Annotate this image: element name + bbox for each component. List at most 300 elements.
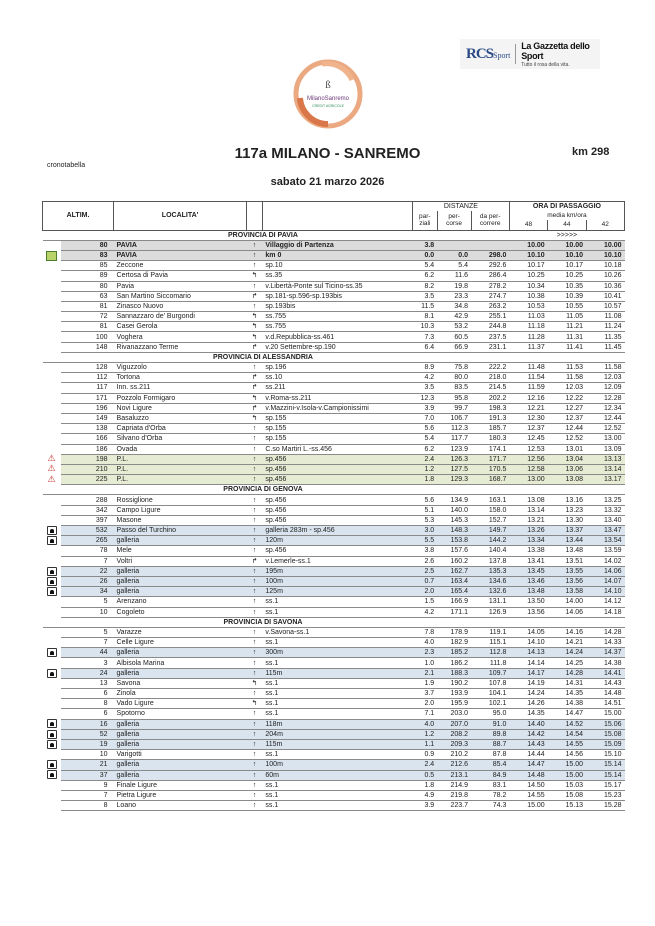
time-42kmh: 10.18 [586,261,624,271]
time-42kmh: 14.41 [586,668,624,678]
locality: Pietra Ligure [114,790,247,800]
table-row [43,505,625,515]
province-spacer [43,230,114,240]
time-44kmh: 10.25 [548,271,586,281]
direction-arrow-icon: ↑ [247,505,263,515]
row-icon-cell [43,607,61,617]
table-row [43,271,625,281]
direction-arrow-icon: ↑ [247,536,263,546]
direction-arrow-icon: ↑ [247,566,263,576]
time-48kmh: 14.35 [509,709,547,719]
row-icon-cell [43,526,61,536]
direction-arrow-icon: ↱ [247,373,263,383]
distance-remaining: 137.8 [471,556,509,566]
road: km 0 [262,250,412,260]
distance-remaining: 149.7 [471,526,509,536]
direction-arrow-icon: ↑ [247,301,263,311]
table-row [43,342,625,352]
direction-arrow-icon: ↱ [247,556,263,566]
distance-covered: 123.9 [437,444,471,454]
time-42kmh: 13.59 [586,546,624,556]
distance-covered: 95.8 [437,393,471,403]
direction-arrow-icon: ↱ [247,342,263,352]
direction-arrow-icon: ↑ [247,648,263,658]
time-42kmh: 10.26 [586,271,624,281]
row-icon-cell [43,393,61,403]
altitude: 186 [61,444,114,454]
altitude: 342 [61,505,114,515]
row-icon-cell [43,454,61,464]
header-avg-speed: media km/ora [509,211,624,220]
locality: Varigotti [114,750,247,760]
direction-arrow-icon: ↑ [247,689,263,699]
distance-covered: 75.8 [437,363,471,373]
time-42kmh: 10.10 [586,250,624,260]
distance-partial: 2.5 [412,566,437,576]
time-48kmh: 12.21 [509,403,547,413]
locality: Mele [114,546,247,556]
locality: Silvano d'Orba [114,434,247,444]
road: Villaggio di Partenza [262,240,412,250]
distance-partial: 3.7 [412,689,437,699]
road: sp.155 [262,424,412,434]
time-42kmh: 12.44 [586,413,624,423]
distance-covered: 112.3 [437,424,471,434]
time-44kmh: 13.16 [548,495,586,505]
time-42kmh: 12.34 [586,403,624,413]
table-row [43,699,625,709]
race-logo [292,58,364,130]
province-name: PROVINCIA DI GENOVA [114,485,413,495]
time-44kmh: 14.38 [548,699,586,709]
table-row [43,261,625,271]
direction-arrow-icon: ↑ [247,597,263,607]
distance-covered: 193.9 [437,689,471,699]
table-row [43,658,625,668]
distance-covered: 223.7 [437,801,471,811]
province-spacer [43,617,114,627]
distance-remaining: 83.1 [471,780,509,790]
altitude: 128 [61,363,114,373]
time-48kmh: 14.50 [509,780,547,790]
time-44kmh: 11.58 [548,373,586,383]
distance-covered: 129.3 [437,475,471,485]
direction-arrow-icon: ↱ [247,291,263,301]
direction-arrow-icon: ↑ [247,780,263,790]
tunnel-icon [47,577,57,586]
time-44kmh: 11.05 [548,312,586,322]
table-row [43,587,625,597]
road: 115m [262,739,412,749]
distance-partial: 5.3 [412,515,437,525]
distance-remaining: 163.1 [471,495,509,505]
altitude: 19 [61,739,114,749]
distance-partial: 8.2 [412,281,437,291]
distance-covered: 134.9 [437,495,471,505]
distance-covered: 80.0 [437,373,471,383]
row-icon-cell [43,281,61,291]
distance-partial: 6.2 [412,444,437,454]
direction-arrow-icon: ↑ [247,719,263,729]
race-title: 117a MILANO - SANREMO [234,145,421,162]
distance-remaining: 88.7 [471,739,509,749]
distance-remaining: 185.7 [471,424,509,434]
direction-arrow-icon: ↑ [247,475,263,485]
altitude: 5 [61,627,114,637]
time-48kmh: 14.40 [509,719,547,729]
row-icon-cell [43,770,61,780]
time-48kmh: 10.38 [509,291,547,301]
time-42kmh: 14.43 [586,678,624,688]
altitude: 148 [61,342,114,352]
distance-partial: 7.8 [412,627,437,637]
road: sp.456 [262,546,412,556]
altitude: 37 [61,770,114,780]
time-42kmh: 13.13 [586,454,624,464]
distance-partial: 7.1 [412,709,437,719]
locality: Zeccone [114,261,247,271]
row-icon-cell [43,363,61,373]
distance-partial: 3.5 [412,383,437,393]
distance-covered: 182.9 [437,638,471,648]
time-42kmh: 15.00 [586,709,624,719]
road: 60m [262,770,412,780]
road: ss.1 [262,699,412,709]
time-44kmh: 14.47 [548,709,586,719]
road: ss.1 [262,607,412,617]
time-48kmh: 12.16 [509,393,547,403]
time-48kmh: 13.00 [509,475,547,485]
logo-separator [515,44,516,64]
race-date: sabato 21 marzo 2026 [270,176,385,188]
table-row [43,760,625,770]
distance-remaining: 152.7 [471,515,509,525]
direction-arrow-icon: ↑ [247,240,263,250]
road: galleria 283m - sp.456 [262,526,412,536]
road: v.Lemerle-ss.1 [262,556,412,566]
altitude: 397 [61,515,114,525]
distance-partial: 8.9 [412,363,437,373]
province-spacer [43,485,114,495]
time-48kmh: 14.43 [509,739,547,749]
table-row [43,434,625,444]
altitude: 21 [61,760,114,770]
time-44kmh: 14.28 [548,668,586,678]
time-42kmh: 10.41 [586,291,624,301]
distance-partial: 1.0 [412,658,437,668]
direction-arrow-icon: ↑ [247,250,263,260]
time-44kmh: 13.04 [548,454,586,464]
direction-arrow-icon: ↰ [247,678,263,688]
distance-covered: 208.2 [437,729,471,739]
table-row [43,464,625,474]
distance-remaining: 218.0 [471,373,509,383]
locality: Pozzolo Formigaro [114,393,247,403]
province-name: PROVINCIA DI SAVONA [114,617,413,627]
distance-remaining: 171.7 [471,454,509,464]
distance-partial: 4.2 [412,373,437,383]
road: ss.1 [262,597,412,607]
distance-covered: 207.0 [437,719,471,729]
level-crossing-warning-icon: ⚠ [47,454,56,464]
province-row [43,352,625,362]
time-48kmh: 14.26 [509,699,547,709]
province-row [43,230,625,240]
header-direction [247,202,263,231]
time-48kmh: 14.47 [509,760,547,770]
time-48kmh: 13.21 [509,515,547,525]
table-row [43,627,625,637]
locality: Campo Ligure [114,505,247,515]
direction-arrow-icon: ↑ [247,801,263,811]
time-44kmh: 12.03 [548,383,586,393]
row-icon-cell [43,587,61,597]
direction-arrow-icon: ↑ [247,587,263,597]
row-icon-cell [43,261,61,271]
row-icon-cell [43,546,61,556]
time-48kmh: 10.10 [509,250,547,260]
header-passage: ORA DI PASSAGGIO [509,202,624,212]
header-remaining: da per- correre [471,211,509,230]
time-42kmh: 15.10 [586,750,624,760]
time-44kmh: 13.30 [548,515,586,525]
road: ss.1 [262,709,412,719]
row-icon-cell [43,597,61,607]
distance-partial: 0.5 [412,770,437,780]
road: ss.211 [262,383,412,393]
road: ss.1 [262,780,412,790]
distance-covered: 178.9 [437,627,471,637]
altitude: 78 [61,546,114,556]
distance-covered: 186.2 [437,658,471,668]
distance-covered: 34.8 [437,301,471,311]
distance-covered: 162.7 [437,566,471,576]
distance-covered: 195.9 [437,699,471,709]
tunnel-icon [47,536,57,545]
distance-partial: 5.4 [412,261,437,271]
time-42kmh: 14.06 [586,566,624,576]
table-row [43,454,625,464]
locality: Novi Ligure [114,403,247,413]
road: sp.155 [262,413,412,423]
row-icon-cell [43,505,61,515]
time-48kmh: 14.14 [509,658,547,668]
locality: Finale Ligure [114,780,247,790]
time-42kmh: 12.52 [586,424,624,434]
gazzetta-tag-text: Tutto il rosa della vita. [521,61,570,68]
altitude: 7 [61,790,114,800]
distance-covered: 209.3 [437,739,471,749]
altitude: 13 [61,678,114,688]
time-48kmh: 13.38 [509,546,547,556]
province-spacer [412,352,509,362]
row-icon-cell [43,301,61,311]
time-42kmh: 10.36 [586,281,624,291]
row-icon-cell [43,699,61,709]
time-48kmh: 11.54 [509,373,547,383]
altitude: 288 [61,495,114,505]
time-48kmh: 12.56 [509,454,547,464]
gazzetta-logo [521,41,600,68]
time-44kmh: 13.01 [548,444,586,454]
time-44kmh: 15.13 [548,801,586,811]
time-42kmh: 13.09 [586,444,624,454]
time-44kmh: 10.00 [548,240,586,250]
road: sp.456 [262,475,412,485]
table-row [43,739,625,749]
time-44kmh: 14.31 [548,678,586,688]
table-row [43,322,625,332]
altitude: 6 [61,709,114,719]
time-48kmh: 10.25 [509,271,547,281]
province-arrows: >>>>> [509,230,624,240]
time-42kmh: 11.58 [586,363,624,373]
direction-arrow-icon: ↑ [247,281,263,291]
locality: galleria [114,566,247,576]
rcs-sub-text: Sport [493,50,511,60]
time-48kmh: 13.56 [509,607,547,617]
distance-partial: 11.5 [412,301,437,311]
time-44kmh: 14.25 [548,658,586,668]
time-42kmh: 14.38 [586,658,624,668]
time-48kmh: 13.41 [509,556,547,566]
table-row [43,312,625,322]
time-44kmh: 15.00 [548,760,586,770]
distance-remaining: 244.8 [471,322,509,332]
tunnel-icon [47,760,57,769]
distance-covered: 11.6 [437,271,471,281]
time-42kmh: 15.28 [586,801,624,811]
time-44kmh: 12.22 [548,393,586,403]
altitude: 80 [61,240,114,250]
distance-partial: 0.0 [412,250,437,260]
table-row [43,801,625,811]
time-48kmh: 10.17 [509,261,547,271]
time-48kmh: 14.24 [509,689,547,699]
time-42kmh: 15.09 [586,739,624,749]
time-44kmh: 13.44 [548,536,586,546]
time-48kmh: 14.10 [509,638,547,648]
direction-arrow-icon: ↑ [247,770,263,780]
altitude: 83 [61,250,114,260]
time-48kmh: 13.48 [509,587,547,597]
distance-partial: 3.8 [412,240,437,250]
svg-text:ß: ß [325,79,331,91]
distance-covered: 83.5 [437,383,471,393]
time-42kmh: 11.35 [586,332,624,342]
direction-arrow-icon: ↑ [247,750,263,760]
time-44kmh: 14.16 [548,627,586,637]
distance-remaining: 198.3 [471,403,509,413]
time-48kmh: 11.28 [509,332,547,342]
time-44kmh: 10.39 [548,291,586,301]
table-row [43,678,625,688]
distance-remaining: 170.5 [471,464,509,474]
time-44kmh: 15.03 [548,780,586,790]
time-48kmh: 10.34 [509,281,547,291]
distance-partial: 5.6 [412,424,437,434]
row-icon-cell [43,658,61,668]
road: ss.755 [262,312,412,322]
locality: Albisola Marina [114,658,247,668]
tunnel-icon [47,526,57,535]
time-48kmh: 13.26 [509,526,547,536]
tunnel-icon [47,770,57,779]
distance-remaining: 191.3 [471,413,509,423]
distance-covered: 127.5 [437,464,471,474]
table-row [43,363,625,373]
time-44kmh: 13.37 [548,526,586,536]
header-locality: LOCALITA' [114,202,247,231]
table-row [43,373,625,383]
time-44kmh: 11.31 [548,332,586,342]
locality: Voltri [114,556,247,566]
time-44kmh: 14.06 [548,607,586,617]
table-row [43,689,625,699]
distance-covered: 117.7 [437,434,471,444]
distance-remaining: 278.2 [471,281,509,291]
document-label: cronotabella [47,162,86,169]
row-icon-cell [43,444,61,454]
altitude: 44 [61,648,114,658]
distance-remaining: 74.3 [471,801,509,811]
distance-remaining: 140.4 [471,546,509,556]
time-48kmh: 14.17 [509,668,547,678]
distance-remaining: 158.0 [471,505,509,515]
direction-arrow-icon: ↑ [247,607,263,617]
direction-arrow-icon: ↰ [247,312,263,322]
time-44kmh: 14.35 [548,689,586,699]
row-icon-cell [43,739,61,749]
time-48kmh: 11.48 [509,363,547,373]
distance-remaining: 292.6 [471,261,509,271]
distance-remaining: 134.6 [471,576,509,586]
road: sp.456 [262,495,412,505]
time-42kmh: 11.08 [586,312,624,322]
altitude: 100 [61,332,114,342]
distance-covered: 219.8 [437,790,471,800]
locality: Inn. ss.211 [114,383,247,393]
time-42kmh: 15.14 [586,770,624,780]
road: 120m [262,536,412,546]
direction-arrow-icon: ↑ [247,454,263,464]
locality: Spotorno [114,709,247,719]
direction-arrow-icon: ↑ [247,495,263,505]
road: 300m [262,648,412,658]
table-row [43,648,625,658]
table-row [43,240,625,250]
distance-remaining: 78.2 [471,790,509,800]
distance-remaining: 286.4 [471,271,509,281]
locality: PAVIA [114,250,247,260]
time-42kmh: 14.33 [586,638,624,648]
distance-partial: 2.4 [412,454,437,464]
locality: Rivanazzano Terme [114,342,247,352]
time-48kmh: 14.44 [509,750,547,760]
distance-partial: 4.0 [412,638,437,648]
time-42kmh: 14.48 [586,689,624,699]
locality: galleria [114,576,247,586]
time-42kmh: 14.02 [586,556,624,566]
locality: Ovada [114,444,247,454]
distance-partial: 2.4 [412,760,437,770]
time-48kmh: 11.03 [509,312,547,322]
table-row [43,709,625,719]
locality: galleria [114,729,247,739]
race-logo-graphic [292,58,364,130]
rcs-logo [466,46,510,63]
table-row [43,546,625,556]
